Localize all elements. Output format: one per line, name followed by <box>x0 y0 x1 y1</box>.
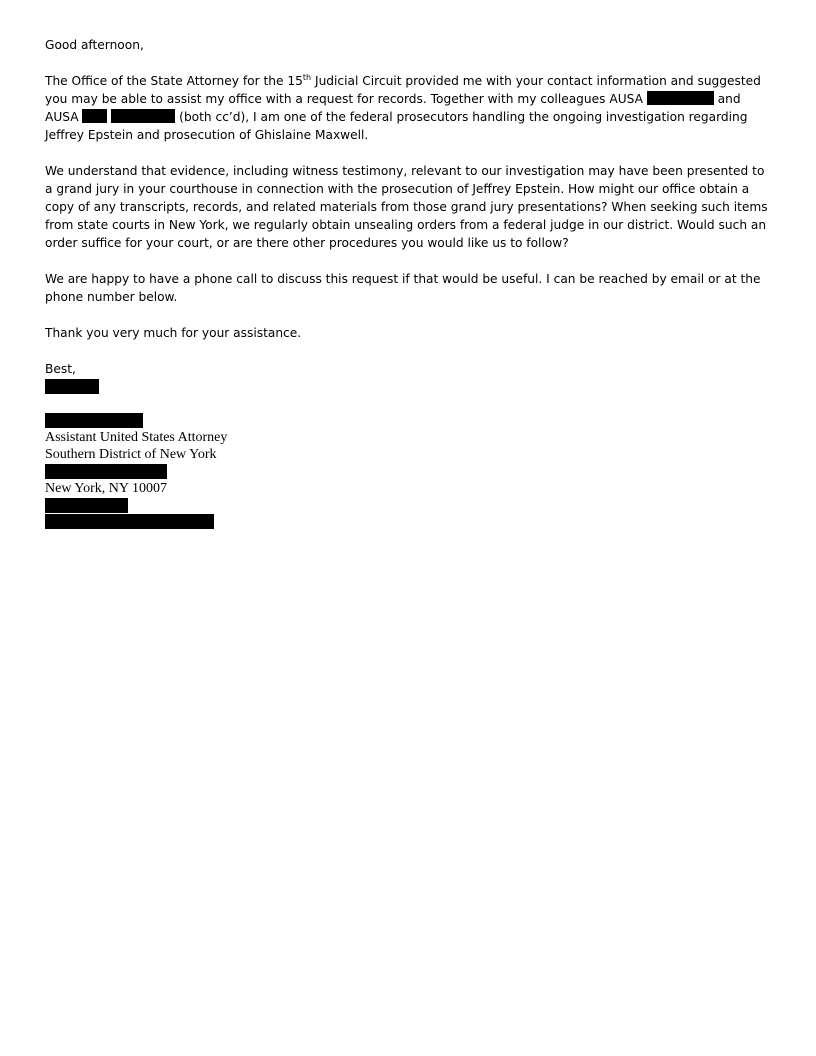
paragraph-grand-jury: We understand that evidence, including witness testimony, relevant to our investigation may have been presented to a grand jury in your courthouse in connection with the prosecution of Jeffrey Epstein. How might our office obtain a copy of any transcripts, records, and related materials from those grand jury presentations? When seeking such items from state courts in New York, we regularly obtain unsealing orders from a federal judge in our district. Would such an order suffice for your court, or are there other procedures you would like us to follow? <box>45 164 768 250</box>
para1-part1: The Office of the State Attorney for the 15 <box>45 74 303 88</box>
para1-part4: (both cc’d), I am one of the federal prosecutors handling the ongoing investigation regarding Jeffrey Epstein and prosecution of Ghislaine Maxwell. <box>45 110 748 142</box>
ordinal-suffix: th <box>302 72 312 82</box>
redaction-street-address <box>45 464 167 479</box>
redaction-colleague-2b <box>111 109 175 123</box>
redaction-phone <box>45 498 128 513</box>
signature-city: New York, NY 10007 <box>45 481 167 496</box>
para1-part3: and AUSA <box>45 92 741 124</box>
paragraph-thanks: Thank you very much for your assistance. <box>45 326 302 340</box>
redaction-email <box>45 514 214 529</box>
para1-part2: Judicial Circuit provided me with your contact information and suggested you may be able to assist my office with a request for records. Together with my colleagues AUSA <box>45 74 761 106</box>
greeting: Good afternoon, <box>45 38 144 52</box>
signature-office: Southern District of New York <box>45 447 217 462</box>
redaction-sender-name <box>45 379 99 394</box>
email-body <box>45 36 775 530</box>
paragraph-records-request <box>45 72 775 144</box>
closing: Best, <box>45 362 76 376</box>
redaction-colleague-2a <box>82 109 107 123</box>
paragraph-phone-call: We are happy to have a phone call to discuss this request if that would be useful. I can be reached by email or at the phone number below. <box>45 272 761 304</box>
redaction-signature-name <box>45 413 143 428</box>
redaction-colleague-1 <box>647 91 714 105</box>
signature-title: Assistant United States Attorney <box>45 430 228 445</box>
signature-block <box>45 413 775 529</box>
